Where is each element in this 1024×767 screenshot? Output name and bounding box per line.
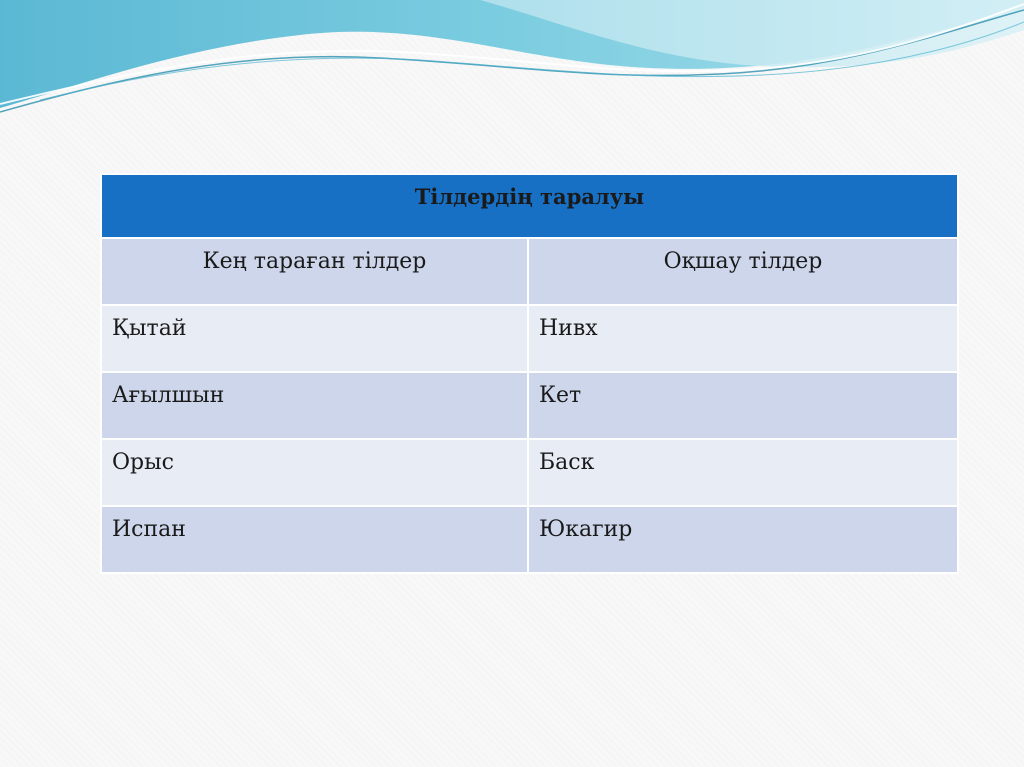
- table-cell: Орыс: [101, 439, 528, 506]
- table-cell: Ағылшын: [101, 372, 528, 439]
- table-title-row: [101, 174, 958, 238]
- table-cell: Кет: [528, 372, 958, 439]
- language-distribution-table: [100, 173, 959, 574]
- table-row: [101, 372, 958, 439]
- column-header-isolated: Оқшау тілдер: [528, 238, 958, 305]
- table-cell: Юкагир: [528, 506, 958, 573]
- table-cell: Испан: [101, 506, 528, 573]
- table-cell: Қытай: [101, 305, 528, 372]
- table-row: [101, 305, 958, 372]
- table-title: Тілдердің таралуы: [101, 174, 958, 238]
- table-cell: Баск: [528, 439, 958, 506]
- table-row: [101, 439, 958, 506]
- table-cell: Нивх: [528, 305, 958, 372]
- table-row: [101, 506, 958, 573]
- table-header-row: [101, 238, 958, 305]
- decorative-wave-banner: [0, 0, 1024, 130]
- column-header-widespread: Кең тараған тілдер: [101, 238, 528, 305]
